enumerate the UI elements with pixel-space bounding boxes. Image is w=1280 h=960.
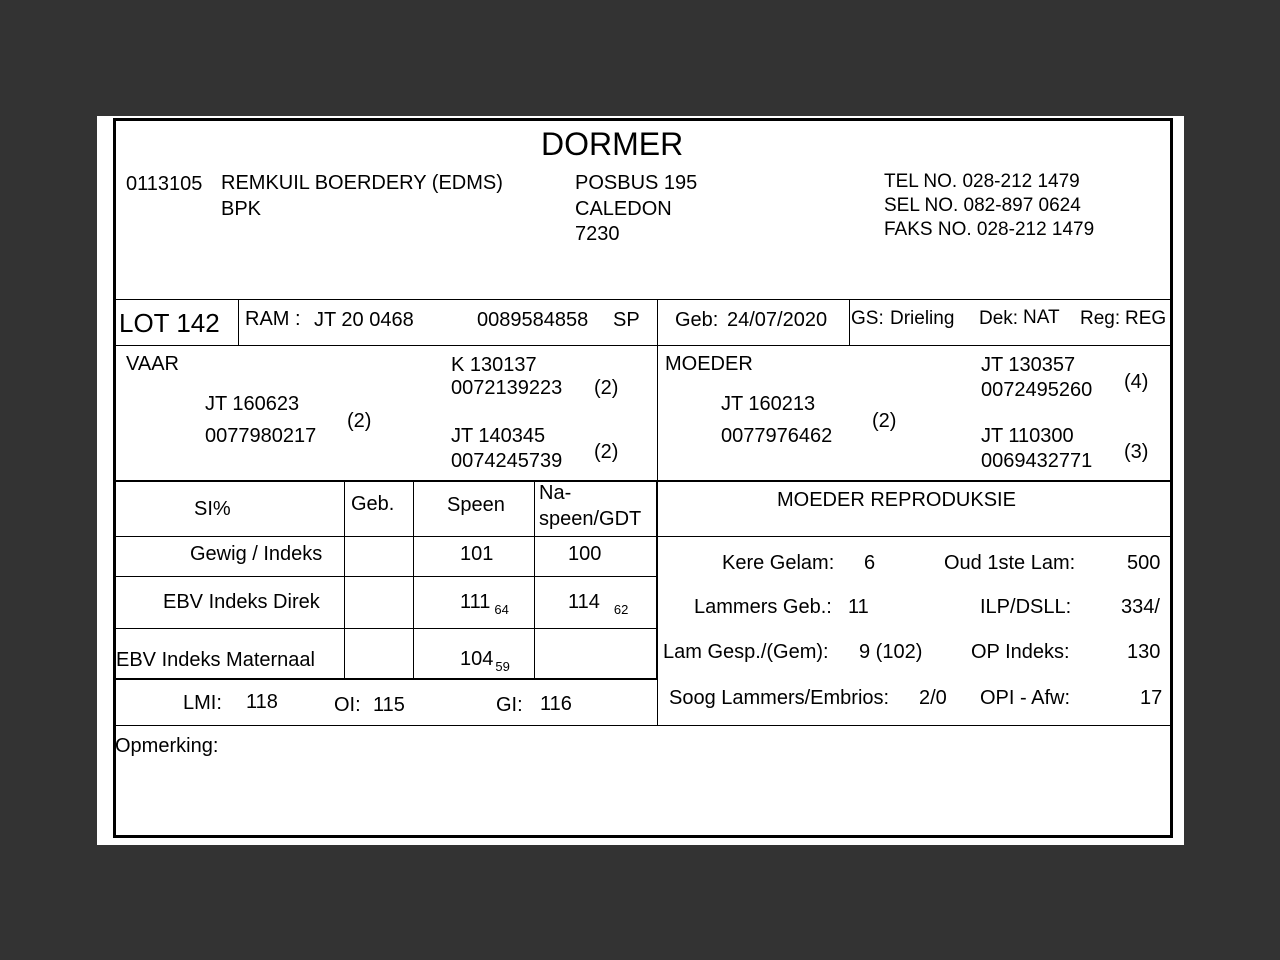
row-gewig-naspeen: 100 <box>568 543 602 565</box>
lammers-geb-label: Lammers Geb.: <box>694 596 832 618</box>
address-line3: 7230 <box>575 223 620 245</box>
address-line2: CALEDON <box>575 198 672 220</box>
divider-si-row2 <box>113 628 657 629</box>
reg-label: Reg: <box>1080 308 1121 329</box>
tel-number: TEL NO. 028-212 1479 <box>884 171 1080 192</box>
breeder-code: 0113105 <box>126 173 203 195</box>
moeder-number: 0077976462 <box>721 425 833 447</box>
soog-lammers-value: 2/0 <box>919 687 947 709</box>
vaar-sire-id: K 130137 <box>451 354 537 376</box>
moeder-grade: (2) <box>872 410 897 432</box>
moeder-id: JT 160213 <box>721 393 816 415</box>
row-gewig-speen: 101 <box>460 543 494 565</box>
lmi-label: LMI: <box>183 692 222 714</box>
divider-si-col1 <box>344 480 345 678</box>
geb-label: Geb: <box>675 309 719 331</box>
divider-lot <box>238 299 239 345</box>
vaar-dam-id: JT 140345 <box>451 425 546 447</box>
divider-si-row3 <box>113 678 657 680</box>
divider-si-header <box>113 536 657 537</box>
divider-indices <box>113 725 1173 726</box>
divider-si-row1 <box>113 576 657 577</box>
lammers-geb-value: 11 <box>848 596 869 618</box>
breeder-name-line2: BPK <box>221 198 262 220</box>
si-column-header: SI% <box>194 498 231 520</box>
vaar-dam-grade: (2) <box>594 441 619 463</box>
divider-lot-row <box>113 345 1173 346</box>
breeder-name-line1: REMKUIL BOERDERY (EDMS) <box>221 172 503 194</box>
opi-afw-value: 17 <box>1140 687 1163 709</box>
row-ebv-maternaal-label: EBV Indeks Maternaal <box>116 649 315 671</box>
reg-value: REG <box>1125 308 1167 329</box>
address-line1: POSBUS 195 <box>575 172 698 194</box>
vaar-dam-number: 0074245739 <box>451 450 563 472</box>
kere-gelam-value: 6 <box>864 552 876 574</box>
breed-title: DORMER <box>541 126 684 162</box>
ram-number: 0089584858 <box>477 309 589 331</box>
sel-number: SEL NO. 082-897 0624 <box>884 195 1081 216</box>
ilp-dsll-value: 334/ <box>1121 596 1160 618</box>
oud-1ste-lam-value: 500 <box>1127 552 1161 574</box>
row-ebv-direk-naspeen: 114 $_{62}$ <box>568 591 629 617</box>
divider-pedigree <box>113 480 1173 482</box>
dek-label: Dek: <box>979 308 1019 329</box>
naspeen-column-header-line2: speen/GDT <box>539 508 642 530</box>
reproduksie-title: MOEDER REPRODUKSIE <box>777 489 1016 511</box>
oud-1ste-lam-label: Oud 1ste Lam: <box>944 552 1076 574</box>
vaar-sire-grade: (2) <box>594 377 619 399</box>
ram-id: JT 20 0468 <box>314 309 414 331</box>
ilp-dsll-label: ILP/DSLL: <box>980 596 1072 618</box>
vaar-label: VAAR <box>126 353 179 375</box>
lot-number: LOT 142 <box>119 308 220 338</box>
naspeen-column-header-line1: Na- <box>539 482 572 504</box>
kere-gelam-label: Kere Gelam: <box>722 552 835 574</box>
oi-label: OI: <box>334 694 361 716</box>
vaar-sire-number: 0072139223 <box>451 377 563 399</box>
moeder-dam-grade: (3) <box>1124 441 1149 463</box>
row-ebv-direk-speen: 111 $_{64}$ <box>460 591 509 617</box>
soog-lammers-label: Soog Lammers/Embrios: <box>669 687 890 709</box>
moeder-sire-grade: (4) <box>1124 371 1149 393</box>
divider-si-col3 <box>534 480 535 678</box>
dek-value: NAT <box>1023 307 1060 328</box>
op-indeks-label: OP Indeks: <box>971 641 1070 663</box>
faks-number: FAKS NO. 028-212 1479 <box>884 219 1095 240</box>
lmi-value: 118 <box>246 691 278 713</box>
vaar-grade: (2) <box>347 410 372 432</box>
row-gewig-label: Gewig / Indeks <box>190 543 323 565</box>
geb-value: 24/07/2020 <box>727 309 828 331</box>
moeder-label: MOEDER <box>665 353 753 375</box>
moeder-dam-number: 0069432771 <box>981 450 1093 472</box>
lam-gesp-label: Lam Gesp./(Gem): <box>663 641 829 663</box>
moeder-sire-id: JT 130357 <box>981 354 1076 376</box>
op-indeks-value: 130 <box>1127 641 1161 663</box>
opmerking-label: Opmerking: <box>115 735 219 757</box>
vaar-number: 0077980217 <box>205 425 317 447</box>
row-ebv-maternaal-speen: 104 $_{59}$ <box>460 648 510 674</box>
moeder-dam-id: JT 110300 <box>981 425 1074 447</box>
ram-label: RAM : <box>245 308 301 330</box>
divider-si-right <box>656 480 658 679</box>
divider-header <box>113 299 1173 300</box>
ram-suffix: SP <box>613 309 640 331</box>
divider-si-col2 <box>413 480 414 678</box>
divider-repro-header <box>657 536 1173 537</box>
geb-column-header: Geb. <box>351 493 395 515</box>
row-ebv-direk-label: EBV Indeks Direk <box>163 591 320 613</box>
gs-label: GS: <box>851 308 884 329</box>
moeder-sire-number: 0072495260 <box>981 379 1093 401</box>
divider-geb <box>849 299 850 345</box>
lam-gesp-value: 9 (102) <box>859 641 923 663</box>
gs-value: Drieling <box>890 308 955 329</box>
speen-column-header: Speen <box>447 494 505 516</box>
oi-value: 115 <box>373 694 405 716</box>
vaar-id: JT 160623 <box>205 393 300 415</box>
gi-label: GI: <box>496 694 523 716</box>
opi-afw-label: OPI - Afw: <box>980 687 1071 709</box>
gi-value: 116 <box>540 693 572 715</box>
